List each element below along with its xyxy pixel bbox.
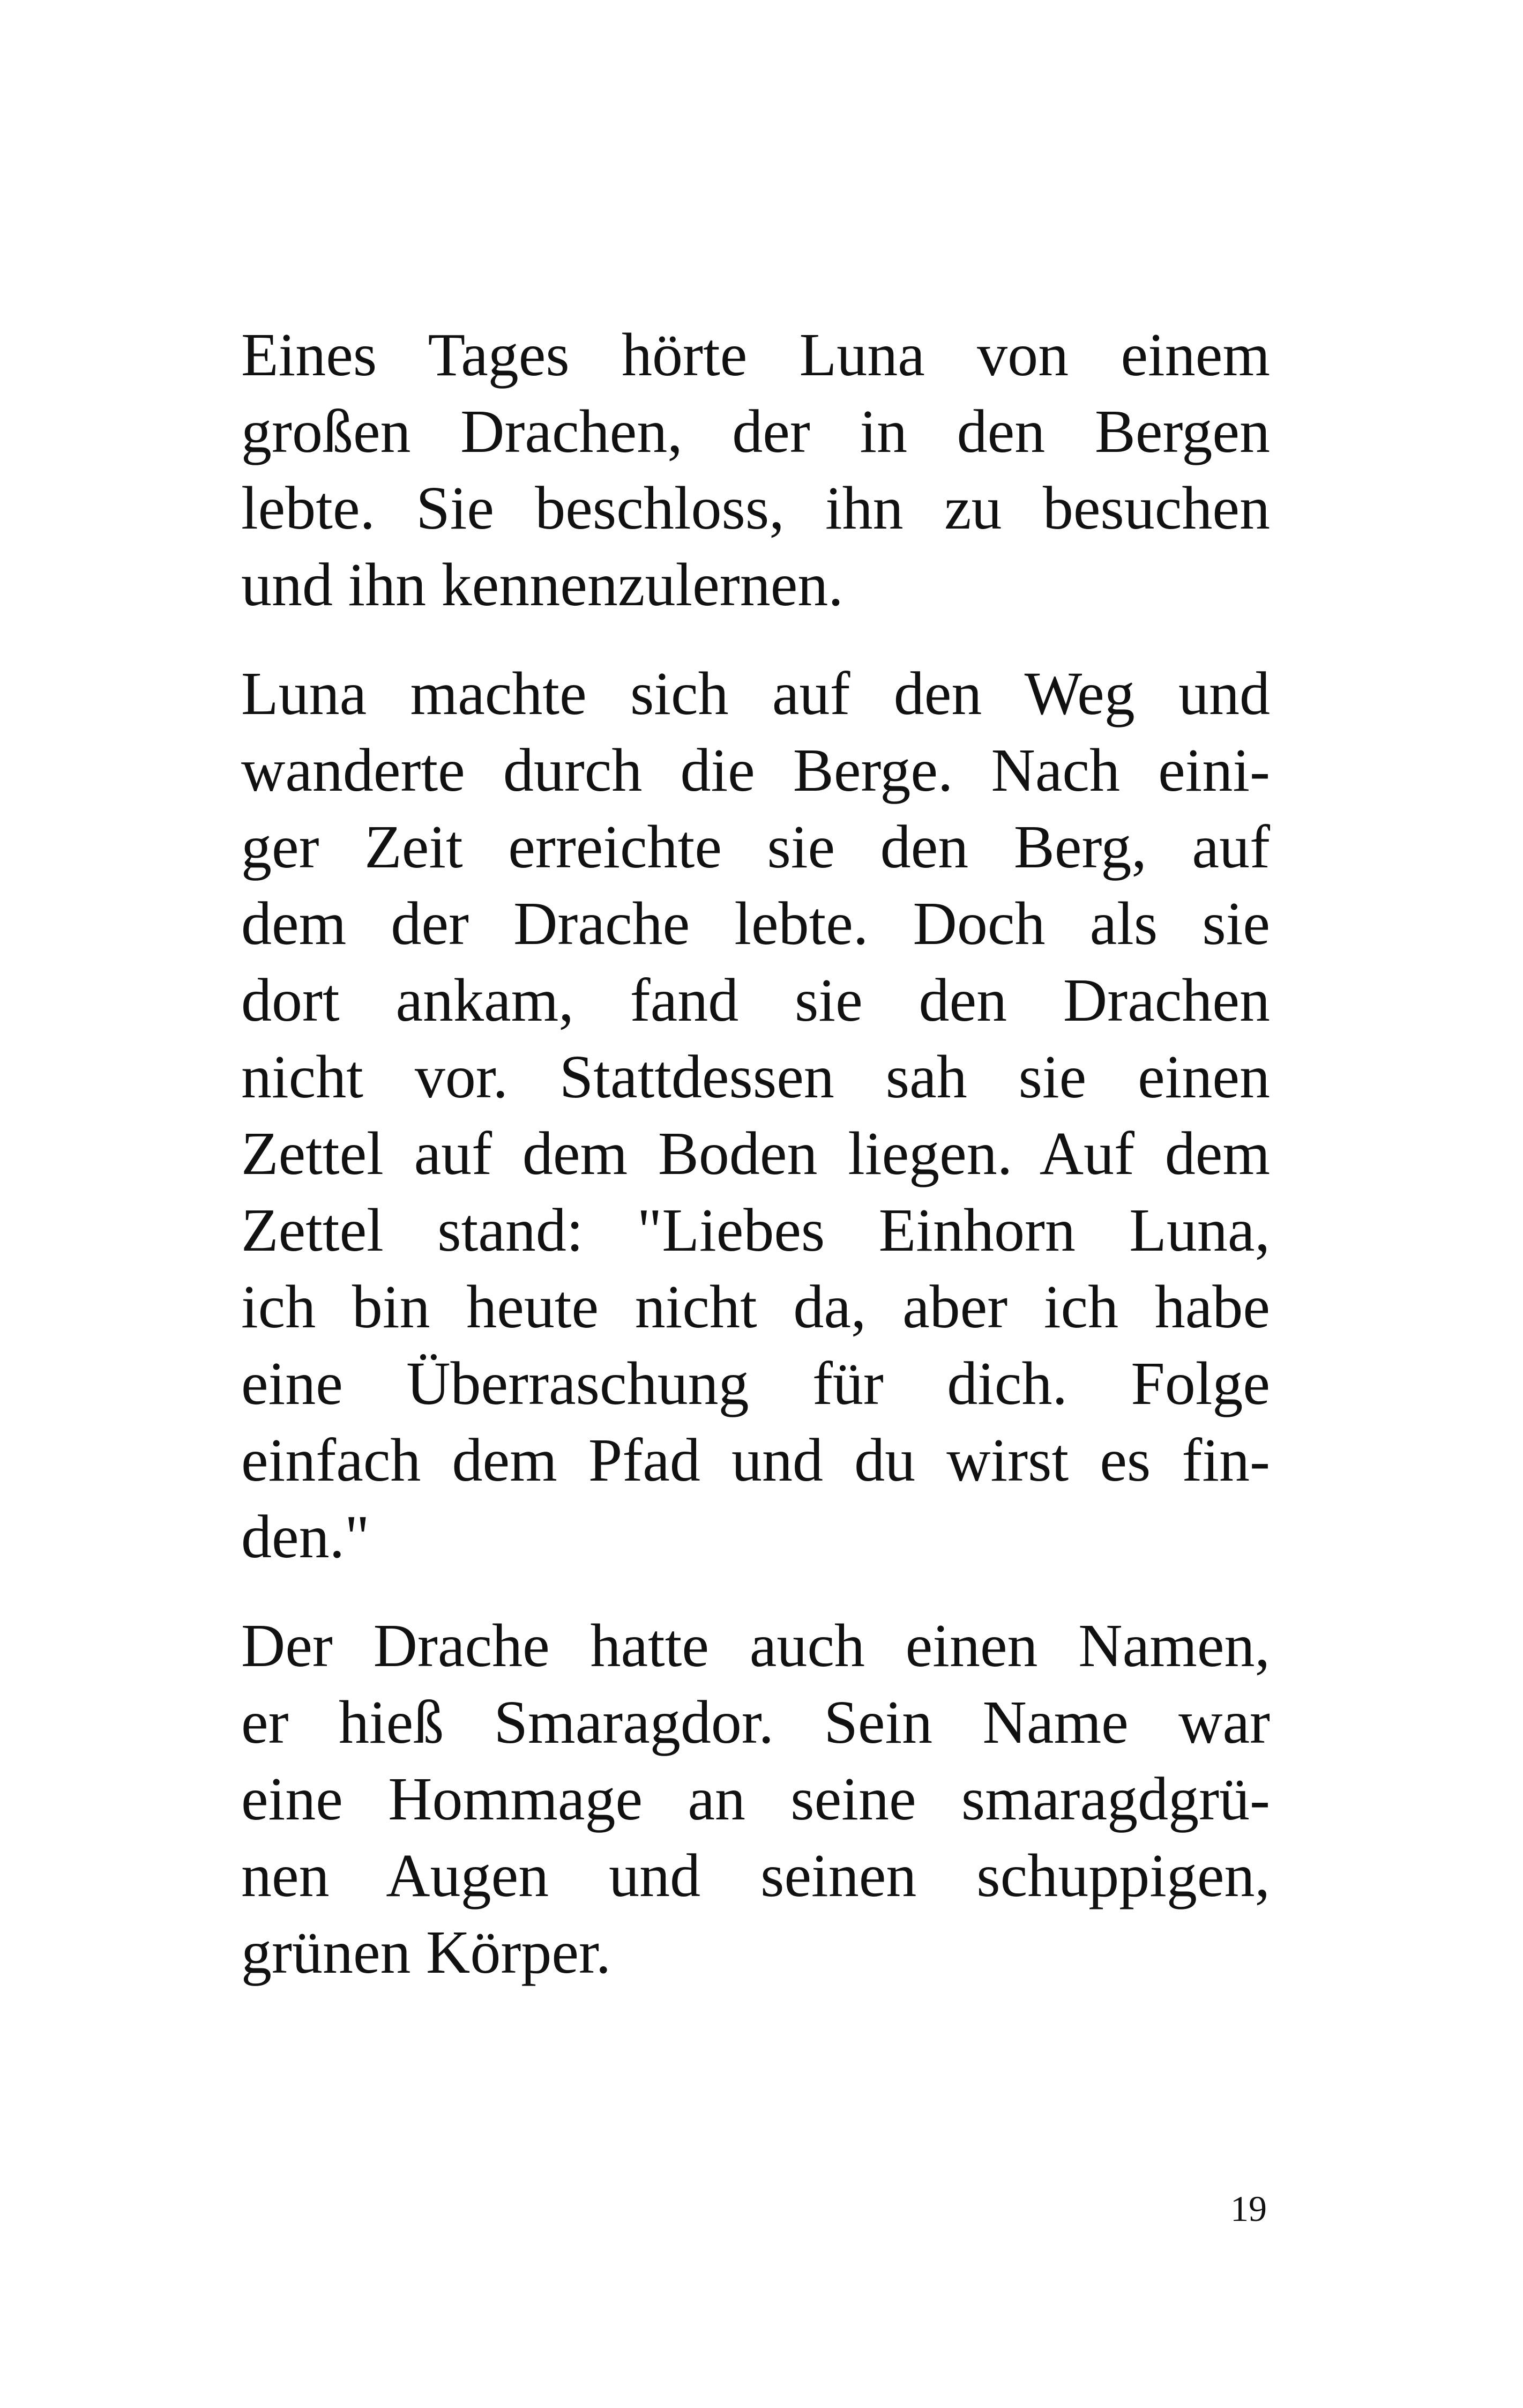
paragraph-3 (241, 1607, 1270, 1990)
paragraph-2 (241, 655, 1270, 1575)
text-line: ich bin heute nicht da, aber ich habe (241, 1273, 1270, 1341)
text-line: Luna machte sich auf den Weg und (241, 659, 1270, 727)
text-line: eine Überraschung für dich. Folge (241, 1349, 1270, 1417)
text-line: und ihn kennenzulernen. (241, 551, 843, 619)
text-line: nicht vor. Stattdessen sah sie einen (241, 1043, 1270, 1111)
text-line: dort ankam, fand sie den Drachen (241, 966, 1270, 1034)
text-line: ger Zeit erreichte sie den Berg, auf (241, 813, 1270, 881)
text-line: Eines Tages hörte Luna von einem (241, 321, 1270, 389)
paragraph-spacing (241, 623, 1270, 655)
text-line: Zettel stand: "Liebes Einhorn Luna, (241, 1196, 1270, 1264)
text-line: nen Augen und seinen schuppigen, (241, 1841, 1270, 1909)
text-line: Zettel auf dem Boden liegen. Auf dem (241, 1119, 1270, 1187)
text-line: er hieß Smaragdor. Sein Name war (241, 1688, 1270, 1756)
text-line: Der Drache hatte auch einen Namen, (241, 1611, 1270, 1679)
text-line: lebte. Sie beschloss, ihn zu besuchen (241, 474, 1270, 542)
text-line: eine Hommage an seine smaragdgrü- (241, 1765, 1270, 1833)
text-line: einfach dem Pfad und du wirst es fin- (241, 1426, 1270, 1494)
page-number: 19 (1230, 2188, 1267, 2229)
text-line: den." (241, 1503, 370, 1571)
paragraph-spacing (241, 1575, 1270, 1607)
text-line: großen Drachen, der in den Bergen (241, 397, 1270, 465)
page-body (241, 316, 1270, 1990)
text-line: dem der Drache lebte. Doch als sie (241, 889, 1270, 957)
text-line: wanderte durch die Berge. Nach eini- (241, 736, 1270, 804)
text-line: grünen Körper. (241, 1918, 611, 1986)
paragraph-1 (241, 316, 1270, 623)
